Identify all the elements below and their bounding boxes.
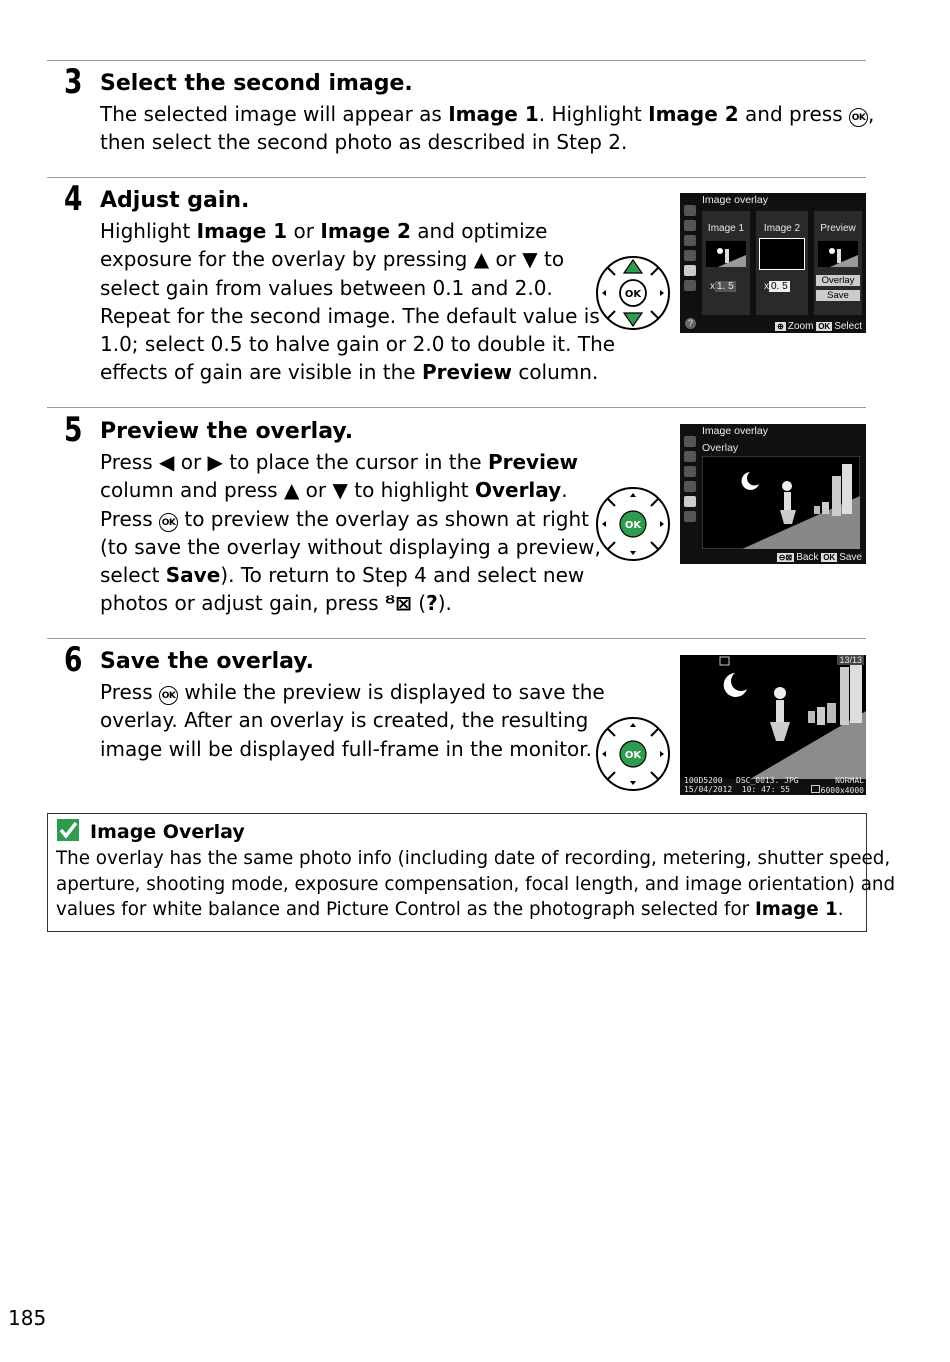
text-run: overlay. After an overlay is created, the resulting	[100, 708, 589, 733]
text-run: select	[100, 563, 166, 588]
text-run: while the preview is displayed to save the	[178, 680, 605, 704]
text-line	[100, 678, 605, 706]
text-run: then select the second photo as described in Step 2.	[100, 130, 628, 155]
text-run: image will be displayed full-frame in the monitor.	[100, 736, 593, 761]
text-run: 1.0; select 0.5 to halve gain or 2.0 to double it. The	[100, 332, 616, 357]
screen-title: Image overlay	[702, 425, 768, 437]
check-icon	[57, 819, 79, 841]
text-line	[100, 330, 615, 358]
text-run: ). To return to Step 4 and select new	[220, 563, 585, 588]
text-line	[56, 897, 895, 923]
image1-column	[702, 211, 750, 315]
bold-term: Save	[165, 563, 221, 588]
step-body	[100, 100, 874, 157]
camera-screen-full-frame	[680, 655, 866, 795]
image2-column	[756, 211, 808, 315]
text-line	[100, 706, 605, 734]
text-run: .	[837, 899, 844, 921]
screen-footer: ⊕ Zoom OK Select	[777, 321, 862, 332]
text-run: and optimize	[410, 219, 548, 243]
text-run: and press	[738, 102, 849, 126]
ok-label: OK	[624, 289, 642, 300]
text-run: ,	[868, 102, 875, 126]
text-run: effects of gain are visible in the	[100, 360, 422, 385]
zoom-icon: ⊕	[777, 322, 784, 331]
text-line	[100, 533, 601, 561]
text-line	[100, 100, 874, 128]
bold-term: Overlay	[474, 478, 562, 503]
bold-term: ᴽ⊠	[384, 591, 412, 616]
text-run: The overlay has the same photo info (including date of recording, metering, shutter speed,	[56, 848, 891, 869]
text-line	[100, 217, 615, 245]
gain2: x 0. 5	[764, 281, 788, 292]
step-body	[100, 448, 601, 618]
bold-term: Image 2	[648, 102, 739, 126]
help-icon: ?	[685, 318, 696, 329]
ok-button-icon: OK	[849, 108, 868, 127]
divider	[47, 60, 866, 61]
text-line	[100, 589, 601, 617]
bold-term: Preview	[487, 450, 578, 474]
bold-term: Image 2	[320, 219, 411, 243]
bold-term: Preview	[421, 360, 512, 385]
text-run: (to save the overlay without displaying a preview,	[100, 534, 601, 559]
preview-label: Preview	[820, 223, 856, 234]
text-run: values for white balance and Picture Control as the photograph selected for	[56, 899, 755, 921]
text-run: column.	[511, 360, 599, 385]
ok-button-icon: OK	[159, 513, 178, 532]
text-line	[100, 245, 615, 273]
text-run: photos or adjust gain, press	[100, 591, 385, 616]
text-run: Press ◀ or ▶ to place the cursor in the	[100, 450, 488, 474]
step-body	[100, 217, 615, 387]
preview-column	[814, 211, 862, 315]
date-time: 15/04/2012 10: 47: 55	[684, 785, 790, 794]
text-line	[100, 505, 601, 533]
step-number: 3	[64, 62, 83, 102]
menu-tab-icons	[682, 434, 698, 526]
image1-label: Image 1	[707, 223, 745, 234]
frame-counter: 13/13	[839, 655, 862, 665]
bold-term: ?	[426, 591, 438, 616]
image2-label: Image 2	[763, 223, 801, 234]
overlay-preview-image	[702, 456, 860, 549]
screen-title: Image overlay	[702, 194, 768, 206]
gain1: x 1. 5	[710, 281, 734, 292]
text-line	[100, 561, 601, 589]
text-line	[100, 448, 601, 476]
text-line	[100, 735, 605, 763]
text-run: aperture, shooting mode, exposure compensation, focal length, and image orientation) and	[56, 873, 896, 895]
text-run: Repeat for the second image. The default value is	[100, 303, 600, 328]
divider	[47, 177, 866, 178]
text-run: exposure for the overlay by pressing ▲ or ▼ to	[100, 247, 565, 272]
bold-term: Image 1	[196, 219, 288, 243]
preview-thumbnail	[818, 241, 858, 267]
text-line	[56, 872, 895, 898]
text-line	[100, 274, 615, 302]
zoom-out-icon: ⊖⊠	[778, 553, 793, 562]
text-run: Highlight	[100, 219, 197, 243]
step-title: Select the second image.	[100, 71, 413, 96]
menu-tab-icons	[682, 203, 698, 295]
multi-selector-ok-icon	[593, 714, 673, 794]
text-line	[100, 476, 601, 504]
text-run: The selected image will appear as	[100, 102, 449, 126]
save-option[interactable]: Save	[816, 290, 860, 301]
note-title: Image Overlay	[90, 821, 245, 843]
full-frame-image	[680, 655, 866, 779]
text-run: ).	[437, 591, 452, 616]
text-run: select gain from values between 0.1 and 2.0.	[100, 275, 553, 300]
text-run: column and press ▲ or ▼ to highlight	[100, 478, 475, 503]
step-number: 6	[64, 640, 83, 680]
bold-term: Image 1	[754, 899, 838, 921]
ok-button-icon: OK	[159, 686, 178, 705]
multi-selector-up-down-icon	[593, 253, 673, 333]
overlay-option[interactable]: Overlay	[816, 275, 860, 286]
text-run: to preview the overlay as shown at right	[178, 506, 589, 531]
camera-screen-overlay-preview	[680, 424, 866, 564]
screen-footer: ⊖⊠ Back OK Save	[778, 552, 862, 563]
multi-selector-ok-icon	[593, 484, 673, 564]
step-body	[100, 678, 605, 763]
camera-screen-image-overlay	[680, 193, 866, 333]
page-number: 185	[8, 1306, 47, 1330]
divider	[47, 407, 866, 408]
text-run: Press	[100, 680, 159, 704]
image-quality: NORMAL	[835, 776, 864, 785]
step-number: 4	[64, 179, 83, 219]
text-run: or	[287, 219, 321, 243]
image-size: 6000x4000	[811, 785, 864, 795]
ok-label: OK	[624, 750, 642, 761]
step-title: Preview the overlay.	[100, 419, 354, 444]
text-run: .	[561, 478, 568, 503]
ok-key: OK	[823, 553, 836, 562]
text-line	[56, 846, 895, 872]
text-line	[100, 128, 874, 156]
text-line	[100, 302, 615, 330]
divider	[47, 638, 866, 639]
size-icon	[811, 785, 820, 793]
step-number: 5	[64, 410, 83, 450]
ok-label: OK	[624, 520, 642, 531]
text-run: Press	[100, 506, 159, 531]
screen-subtitle: Overlay	[702, 442, 739, 454]
ok-key: OK	[818, 322, 831, 331]
image1-thumbnail	[706, 241, 746, 267]
text-line	[100, 358, 615, 386]
folder-name: 100D5200	[684, 776, 723, 785]
step-title: Save the overlay.	[100, 649, 314, 674]
bold-term: Image 1	[448, 102, 539, 126]
text-run: (	[411, 591, 427, 616]
file-name: DSC_0013. JPG	[736, 776, 799, 785]
image2-thumbnail	[759, 238, 805, 270]
note-box	[47, 813, 896, 932]
step-title: Adjust gain.	[100, 188, 250, 213]
text-run: . Highlight	[538, 102, 649, 126]
note-body	[56, 846, 895, 923]
